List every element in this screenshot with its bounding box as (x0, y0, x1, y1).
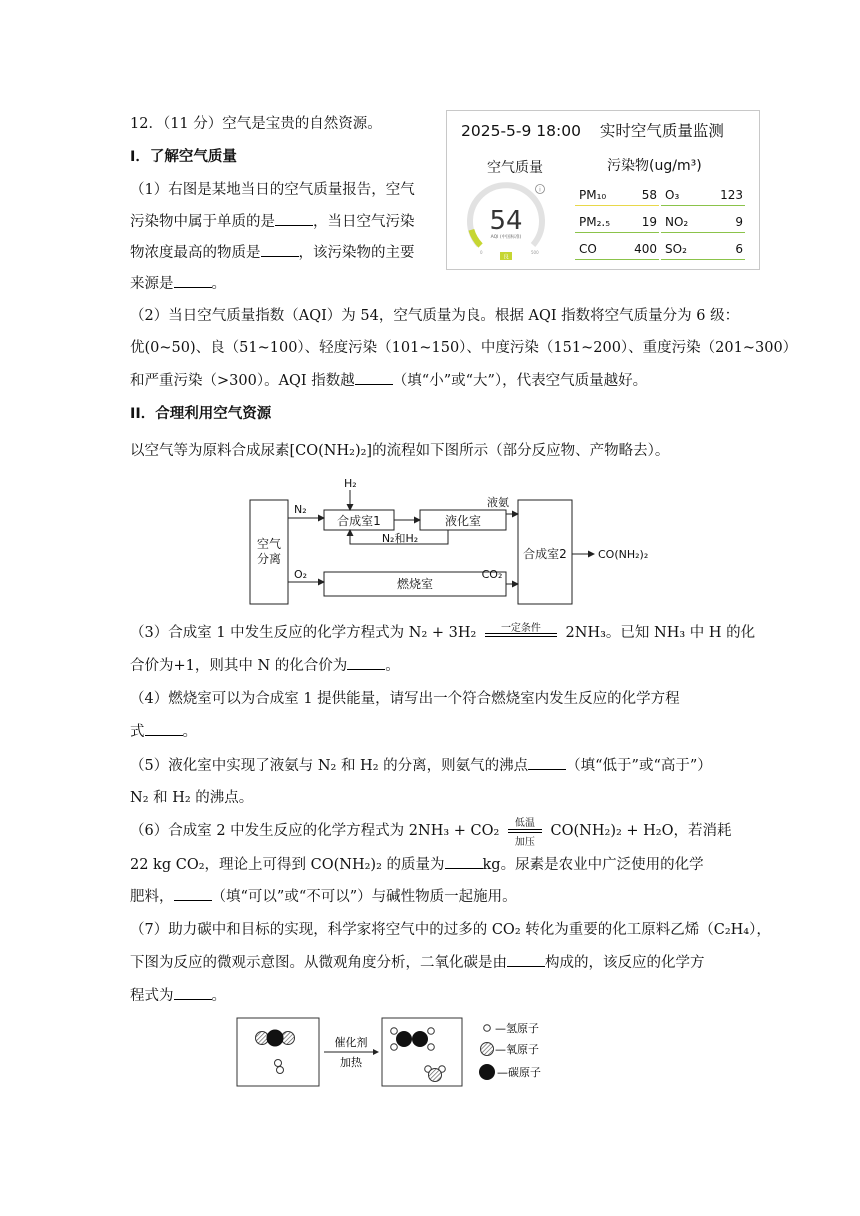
pollutant-name: CO (579, 242, 597, 256)
oxygen-atom (429, 1069, 442, 1082)
aqi-report-card (446, 110, 760, 270)
answer-blank[interactable] (174, 886, 212, 901)
burn-label: 燃烧室 (396, 577, 434, 591)
section-title-2: II．合理利用空气资源 (130, 406, 272, 422)
air-sep-label-1: 空气 (256, 537, 282, 551)
liquefy-label: 液化室 (444, 514, 482, 528)
urea-flow-diagram (240, 472, 670, 612)
aqi-value: 54 (489, 206, 523, 236)
p2-line2: 优(0~50)、良（51~100）、轻度污染（101~150）、中度污染（151~200）、重度污染（201~300） (130, 340, 798, 356)
answer-blank[interactable] (355, 370, 393, 385)
p1-line1: （1）右图是某地当日的空气质量报告，空气 (130, 182, 415, 198)
p7-line2 (130, 952, 705, 973)
catalyst-label: 催化剂 (334, 1036, 368, 1049)
p5-text: （5）液化室中实现了液氨与 N₂ 和 H₂ 的分离，则氨气的沸点 (130, 758, 529, 774)
answer-blank[interactable] (174, 985, 212, 1000)
p6-line2 (130, 854, 704, 875)
pollutant-pm25 (575, 210, 659, 233)
condition-bottom: 加压 (514, 837, 535, 848)
equation-bar (485, 636, 557, 637)
aqi-sub: AQI (中国标准) (490, 235, 522, 240)
p3-text: 合价为+1，则其中 N 的化合价为 (130, 658, 348, 674)
n2-label: N₂ (294, 503, 307, 516)
equation-bar (485, 633, 557, 634)
pollutant-so2 (661, 237, 745, 260)
p3-text: 。 (385, 658, 400, 674)
aqi-datetime: 2025-5-9 18:00 (461, 122, 581, 140)
legend-carbon-icon (479, 1064, 495, 1080)
p3-line1 (130, 623, 755, 643)
p6-text: CO(NH₂)₂ + H₂O，若消耗 (550, 823, 732, 839)
pollutant-value: 400 (634, 242, 657, 256)
carbon-atom (267, 1030, 283, 1046)
p1-text: 物浓度最高的物质是 (130, 245, 261, 261)
pollutant-value: 6 (735, 242, 743, 256)
answer-blank[interactable] (347, 655, 385, 670)
hydrogen-atom (428, 1044, 435, 1051)
pollutant-co (575, 237, 659, 260)
hydrogen-atom (391, 1028, 398, 1035)
p7-line3 (130, 985, 226, 1006)
p3-line2 (130, 655, 400, 676)
p6-text: 22 kg CO₂，理论上可得到 CO(NH₂)₂ 的质量为 (130, 857, 445, 873)
p7-text: 程式为 (130, 988, 174, 1004)
p6-text: （6）合成室 2 中发生反应的化学方程式为 2NH₃ + CO₂ (130, 823, 500, 839)
pollutant-value: 58 (641, 188, 657, 202)
p7-text: 。 (211, 988, 226, 1004)
legend-hydrogen-icon (484, 1025, 491, 1032)
p5-line1 (130, 755, 712, 776)
p6-text: 肥料， (130, 889, 174, 905)
gauge-fill (471, 230, 480, 246)
answer-blank[interactable] (174, 273, 212, 288)
pollutant-name: O₃ (665, 188, 680, 202)
pollutant-label: 污染物(ug/m³) (607, 158, 702, 174)
aqi-card-title: 实时空气质量监测 (599, 122, 724, 140)
question-header: 12．（11 分）空气是宝贵的自然资源。 (130, 116, 382, 132)
liquid-ammonia-label: 液氨 (487, 496, 509, 509)
product-label: CO(NH₂)₂ (598, 548, 649, 561)
co2-label: CO₂ (481, 568, 503, 581)
answer-blank[interactable] (145, 721, 183, 736)
recycle-label: N₂和H₂ (381, 532, 419, 545)
p3-text: （3）合成室 1 中发生反应的化学方程式为 N₂ + 3H₂ (130, 625, 477, 641)
p4-line2 (130, 721, 197, 742)
pollutant-name: PM₂.₅ (579, 215, 611, 229)
section-title-1: I．了解空气质量 (130, 149, 237, 165)
pollutant-value: 9 (735, 215, 743, 229)
o2-label: O₂ (294, 568, 308, 581)
p7-line1: （7）助力碳中和目标的实现，科学家将空气中的过多的 CO₂ 转化为重要的化工原料乙烯（C₂H₄）， (130, 922, 771, 938)
p1-line3 (130, 242, 415, 263)
answer-blank[interactable] (528, 755, 566, 770)
room2-label: 合成室2 (523, 547, 567, 561)
aqi-card-header (461, 119, 724, 141)
reaction-condition: 一定条件 (500, 623, 541, 634)
pollutant-o3 (661, 183, 745, 206)
p1-text: 污染物中属于单质的是 (130, 214, 275, 230)
hydrogen-atom (277, 1067, 284, 1074)
aqi-label: 空气质量 (487, 160, 543, 176)
reaction-condition-arrow (485, 623, 557, 643)
h2-label: H₂ (344, 477, 357, 490)
legend-oxygen-label: —氧原子 (495, 1043, 539, 1056)
condition-top: 低温 (514, 818, 535, 829)
room1-label: 合成室1 (337, 514, 381, 528)
air-sep-label-2: 分离 (256, 552, 282, 566)
p2-text: （填“小”或“大”），代表空气质量越好。 (392, 373, 648, 389)
p1-text: ，当日空气污染 (313, 214, 415, 230)
p5-line2: N₂ 和 H₂ 的沸点。 (130, 790, 254, 806)
answer-blank[interactable] (261, 242, 299, 257)
p1-line2 (130, 211, 415, 232)
pollutant-pm10 (575, 183, 659, 206)
pollutant-name: NO₂ (665, 215, 689, 229)
reactant-box (237, 1018, 319, 1086)
answer-blank[interactable] (507, 952, 545, 967)
p4-line1: （4）燃烧室可以为合成室 1 提供能量，请写出一个符合燃烧室内发生反应的化学方程 (130, 691, 680, 707)
p6-text: （填“可以”或“不可以”）与碱性物质一起施用。 (211, 889, 517, 905)
micro-reaction-diagram (236, 1014, 566, 1090)
p7-text: 构成的，该反应的化学方 (545, 955, 705, 971)
pollutant-name: PM₁₀ (579, 188, 607, 202)
p1-line4 (130, 273, 226, 294)
p3-text: 2NH₃。已知 NH₃ 中 H 的化 (565, 625, 756, 641)
p4-text: 式 (130, 724, 145, 740)
info-icon-mark: i (539, 186, 541, 194)
p1-text: 来源是 (130, 276, 174, 292)
grade-text: 良 (503, 254, 509, 261)
legend-hydrogen-label: —氢原子 (495, 1022, 539, 1035)
gauge-max: 500 (531, 250, 539, 255)
pollutant-name: SO₂ (665, 242, 687, 256)
flow-intro: 以空气等为原料合成尿素[CO(NH₂)₂]的流程如下图所示（部分反应物、产物略去）。 (130, 443, 670, 459)
p2-line3 (130, 370, 647, 391)
p6-line3 (130, 886, 517, 907)
reaction-condition-arrow (508, 818, 542, 848)
p1-text: ，该污染物的主要 (298, 245, 415, 261)
equation-bar (508, 829, 542, 830)
hydrogen-atom (275, 1060, 282, 1067)
answer-blank[interactable] (445, 854, 483, 869)
carbon-atom (396, 1031, 412, 1047)
p1-text: 。 (211, 276, 226, 292)
gauge-min: 0 (480, 250, 483, 255)
p5-text: （填“低于”或“高于”） (566, 758, 712, 774)
p7-text: 下图为反应的微观示意图。从微观角度分析，二氧化碳是由 (130, 955, 507, 971)
hydrogen-atom (428, 1028, 435, 1035)
legend-carbon-label: —碳原子 (497, 1066, 541, 1079)
aqi-gauge (461, 177, 551, 265)
legend-oxygen-icon (481, 1043, 494, 1056)
heat-label: 加热 (340, 1056, 362, 1069)
p2-line1: （2）当日空气质量指数（AQI）为 54，空气质量为良。根据 AQI 指数将空气质量分为 6 级： (130, 308, 740, 324)
pollutant-value: 19 (641, 215, 657, 229)
carbon-atom (412, 1031, 428, 1047)
p2-text: 和严重污染（>300）。AQI 指数越 (130, 373, 355, 389)
p4-text: 。 (182, 724, 197, 740)
p6-line1 (130, 818, 732, 848)
pollutant-value: 123 (720, 188, 743, 202)
hydrogen-atom (391, 1044, 398, 1051)
answer-blank[interactable] (275, 211, 313, 226)
p6-text: kg。尿素是农业中广泛使用的化学 (482, 857, 704, 873)
pollutant-no2 (661, 210, 745, 233)
